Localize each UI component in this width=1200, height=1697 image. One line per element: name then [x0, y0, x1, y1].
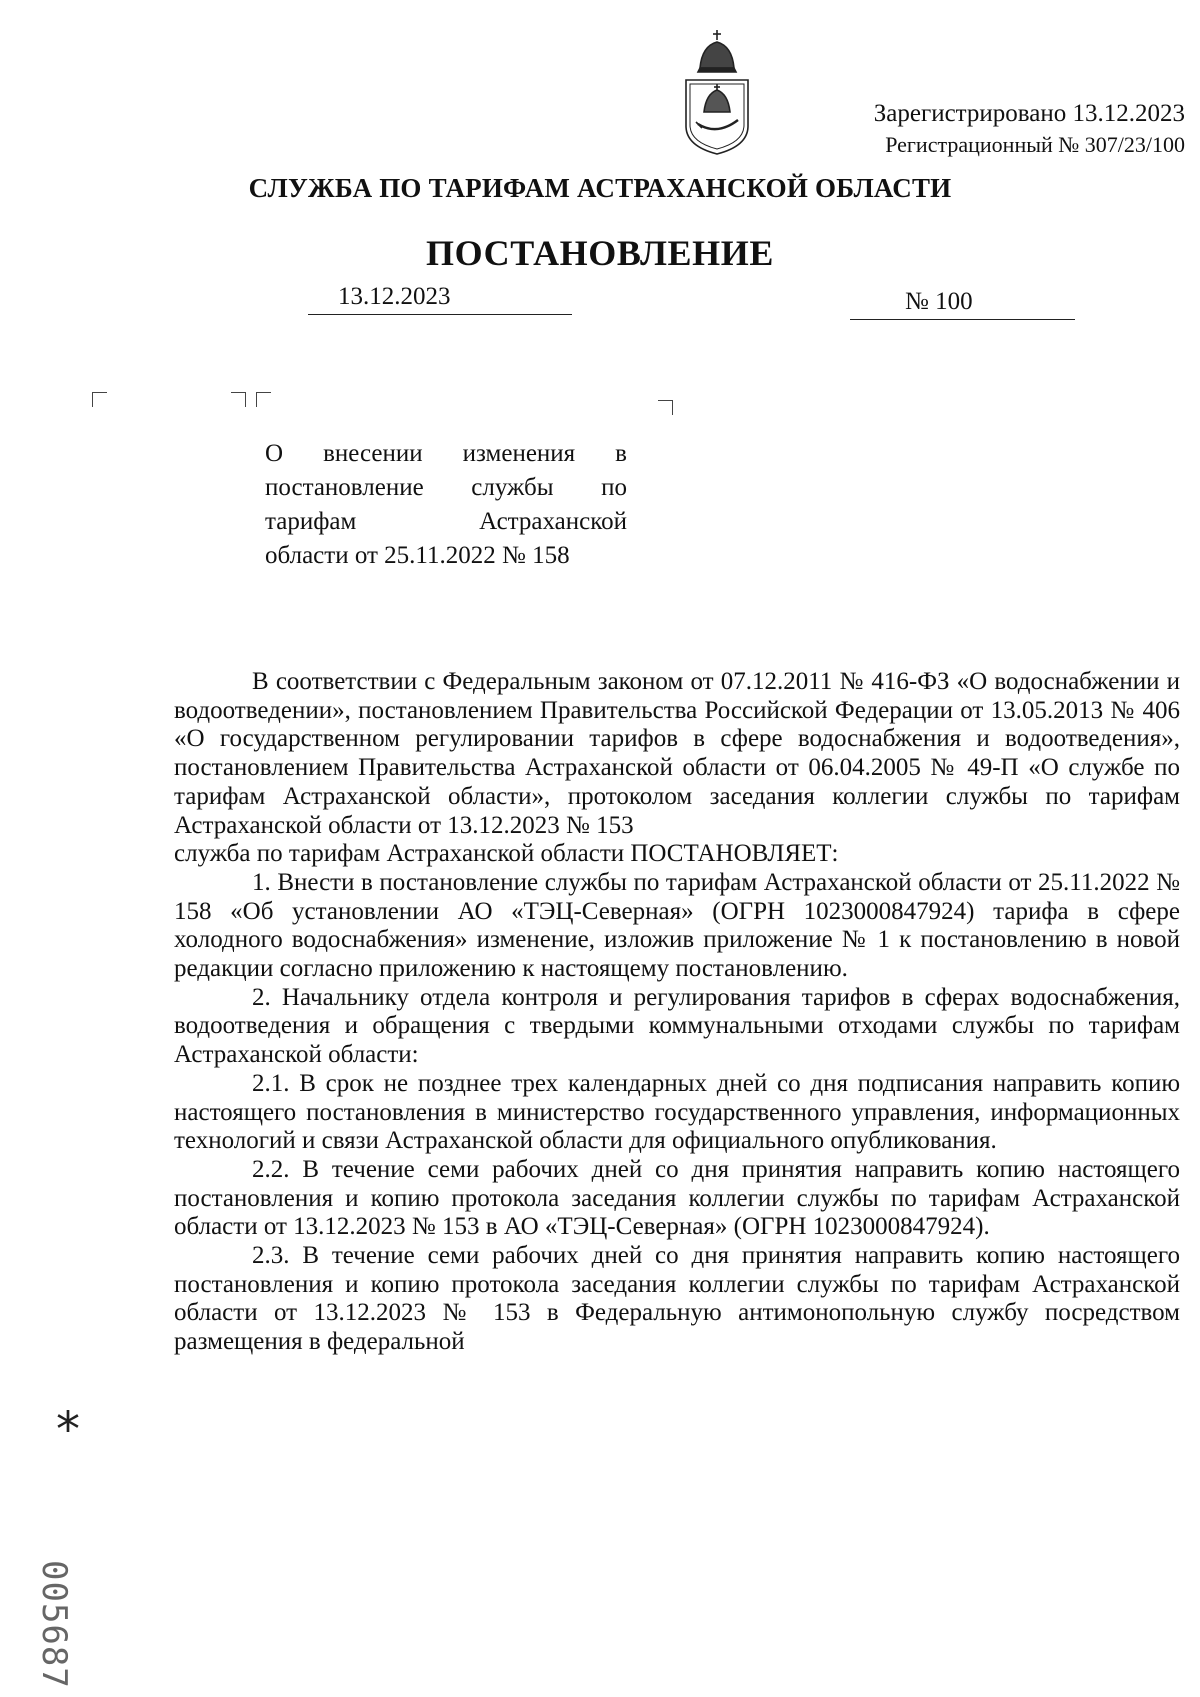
- document-type: ПОСТАНОВЛЕНИЕ: [426, 233, 774, 273]
- subject-line: области от 25.11.2022 № 158: [265, 542, 570, 569]
- date-underline: [308, 314, 572, 315]
- preamble-paragraph: В соответствии с Федеральным законом от 07.12.2011 № 416-ФЗ «О водоснабжении и водоотведении», постановлением Правительства Российской Федерации от 13.05.2013 № 406 «О государственном регулировании тарифов в сфере водоснабжения и водоотведения», постановлением Правительства Астраханской области от 06.04.2005 № 49-П «О службе по тарифам Астраханской области», протоколом заседания коллегии службы по тарифам Астраханской области от 13.12.2023 № 153: [174, 668, 1180, 839]
- subject-line: постановление службы по: [265, 474, 627, 501]
- clause-2: 2. Начальнику отдела контроля и регулирования тарифов в сферах водоснабжения, водоотведения и обращения с твердыми коммунальными отходами службы по тарифам Астраханской области:: [174, 983, 1180, 1069]
- clause-2-1: 2.1. В срок не позднее трех календарных дней со дня подписания направить копию настоящего постановления в министерство государственного управления, информационных технологий и связи Астраханской области для официального опубликования.: [174, 1069, 1180, 1155]
- subject-corner-mark: [256, 392, 271, 407]
- clause-2-2: 2.2. В течение семи рабочих дней со дня принятия направить копию настоящего постановления и копию протокола заседания коллегии службы по тарифам Астраханской области от 13.12.2023 № 153 в АО «ТЭЦ-Северная» (ОГРН 1023000847924).: [174, 1155, 1180, 1241]
- resolves-line: служба по тарифам Астраханской области ПОСТАНОВЛЯЕТ:: [174, 840, 839, 868]
- subject-corner-mark: [92, 392, 107, 407]
- document-body: [174, 668, 1180, 1357]
- subject-corner-mark: [658, 400, 673, 415]
- document-number: № 100: [905, 288, 973, 315]
- clause-1: 1. Внести в постановление службы по тарифам Астраханской области от 25.11.2022 № 158 «Об установлении АО «ТЭЦ-Северная» (ОГРН 1023000847924) тарифа в сфере холодного водоснабжения» изменение, изложив приложение № 1 к постановлению в новой редакции согласно приложению к настоящему постановлению.: [174, 868, 1180, 983]
- number-underline: [850, 319, 1075, 320]
- document-subject: [265, 437, 627, 573]
- subject-line: тарифам Астраханской: [265, 508, 627, 535]
- organization-name: СЛУЖБА ПО ТАРИФАМ АСТРАХАНСКОЙ ОБЛАСТИ: [248, 173, 952, 203]
- subject-corner-mark: [231, 392, 246, 407]
- margin-asterisk: *: [56, 1402, 80, 1458]
- document-date: 13.12.2023: [338, 283, 451, 310]
- clause-2-3: 2.3. В течение семи рабочих дней со дня принятия направить копию настоящего постановления и копию протокола заседания коллегии службы по тарифам Астраханской области от 13.12.2023 № 153 в Федеральную антимонопольную службу посредством размещения в федеральной: [174, 1242, 1180, 1356]
- registration-number: Регистрационный № 307/23/100: [885, 132, 1185, 157]
- registration-date: Зарегистрировано 13.12.2023: [873, 100, 1185, 127]
- subject-line: О внесении изменения в: [265, 440, 627, 467]
- margin-stamp-number: 005687: [34, 1560, 74, 1689]
